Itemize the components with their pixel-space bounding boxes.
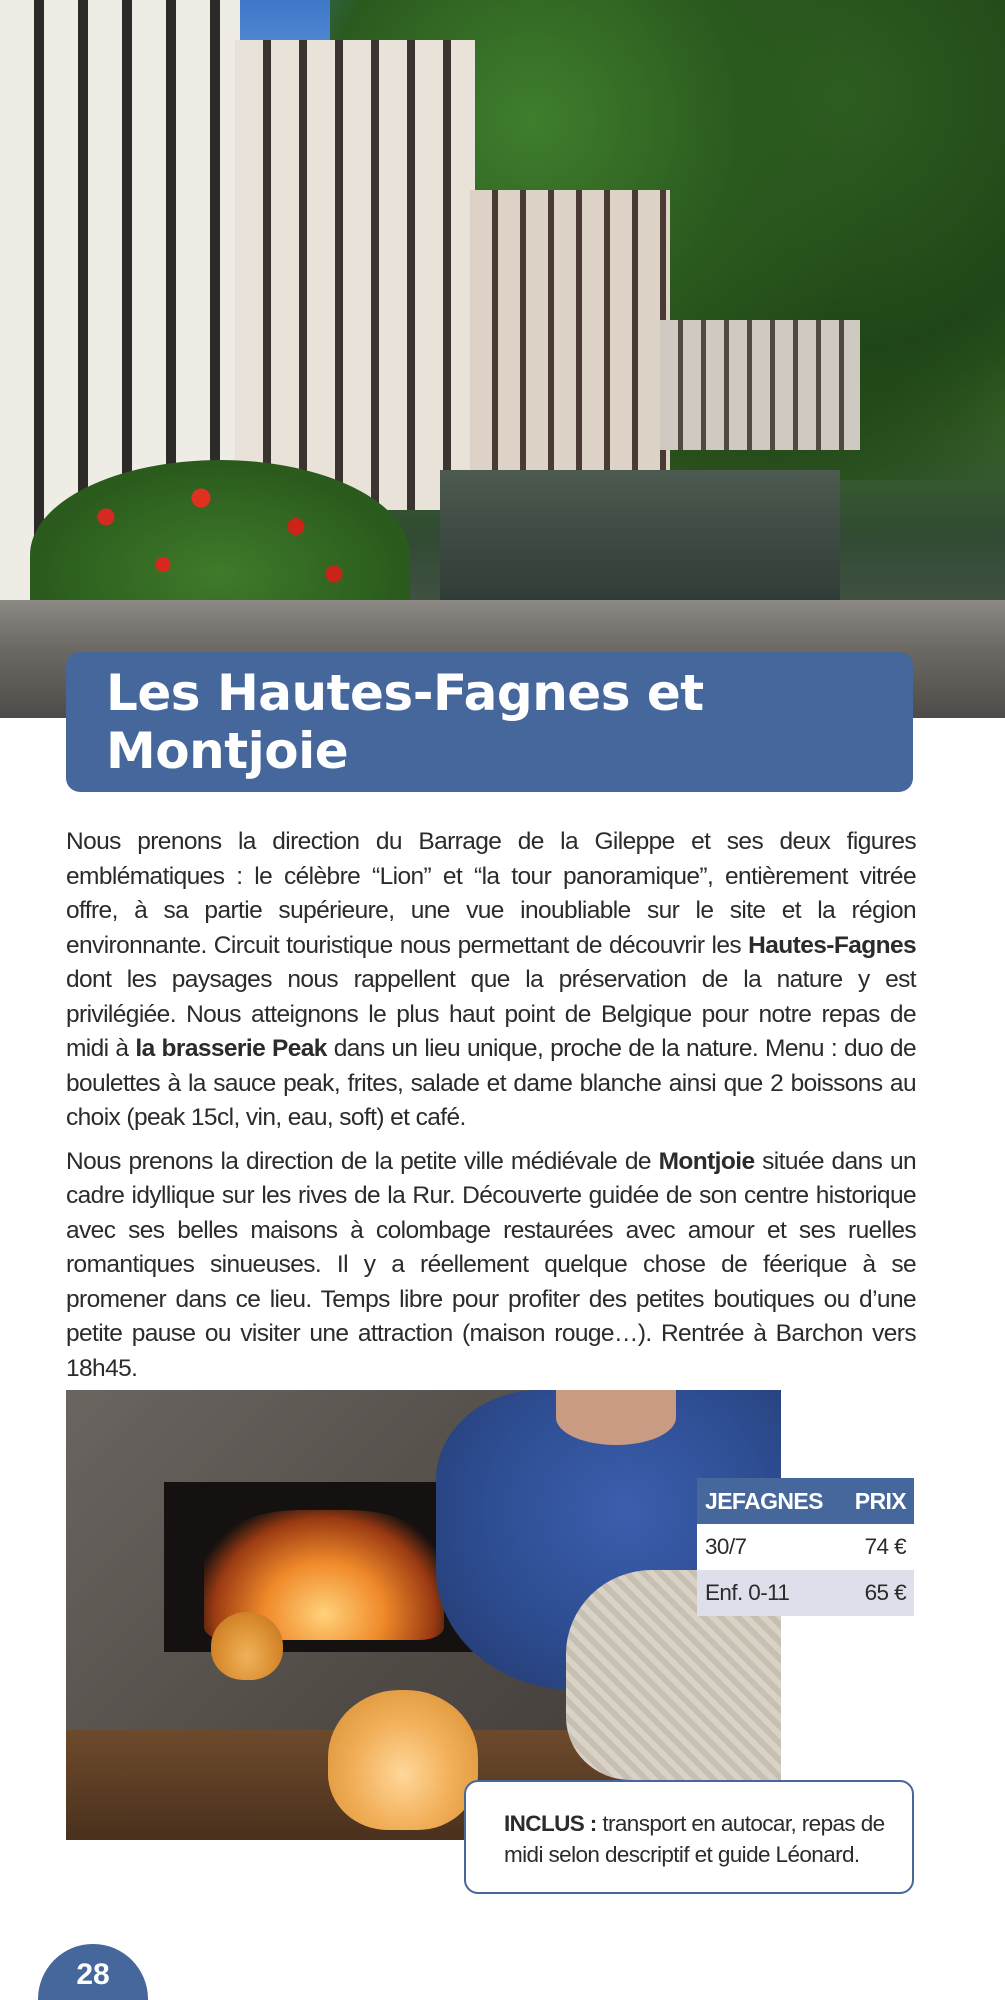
title-band — [66, 652, 913, 792]
table-row — [697, 1524, 914, 1570]
hero-house-left-2 — [235, 40, 475, 510]
price-row-value: 74 € — [841, 1524, 914, 1570]
paragraph-2-text-2: située dans un cadre idyllique sur les rives de la Rur. Découverte guidée de son centre historique avec ses belles maisons à colombage restaurées avec amour et ses ruelles romantiques sinueuses. Il y a réellement quelque chose de féerique à se promener dans ce lieu. Temps libre pour profiter des petites boutiques ou d’une petite pause ou visiter une attraction (maison rouge…). Rentrée à Barchon vers 18h45. — [66, 1147, 916, 1382]
price-table-price-header: PRIX — [841, 1478, 914, 1524]
price-table-header — [697, 1478, 914, 1524]
price-row-label: 30/7 — [697, 1524, 841, 1570]
photo-beer-glass-1 — [211, 1612, 283, 1680]
inclus-box — [464, 1780, 914, 1894]
photo-person-face — [556, 1390, 676, 1445]
hero-river — [440, 470, 840, 610]
page-title: Les Hautes-Fagnes et Montjoie — [106, 664, 704, 780]
photo-beer-glass-2 — [328, 1690, 478, 1830]
price-row-label: Enf. 0-11 — [697, 1570, 841, 1616]
fireplace-photo — [66, 1390, 781, 1840]
paragraph-1 — [66, 825, 916, 1136]
paragraph-1-text-3: dans un lieu unique, proche de la nature. Menu : duo de boulettes à la sauce peak, frites, salade et dame blanche ainsi que 2 boissons au choix (peak 15cl, vin, eau, soft) et café. — [66, 1035, 916, 1131]
table-row — [697, 1570, 914, 1616]
paragraph-1-bold-1: Hautes-Fagnes — [748, 931, 916, 959]
price-row-value: 65 € — [841, 1570, 914, 1616]
paragraph-1-text-1: Nous prenons la direction du Barrage de la Gileppe et ses deux figures emblématiques : le célèbre “Lion” et “la tour panoramique”, entièrement vitrée offre, à sa partie supérieure, une vue inoubliable sur le site et la région environnante. Circuit touristique nous permettant de découvrir les — [66, 828, 916, 959]
page-number: 28 — [38, 1944, 148, 2000]
inclus-text: transport en autocar, repas de midi selon descriptif et guide Léonard. — [504, 1811, 885, 1867]
body-text — [66, 825, 916, 1426]
hero-house-middle — [470, 190, 670, 490]
paragraph-2-text-1: Nous prenons la direction de la petite ville médiévale de — [66, 1147, 659, 1175]
inclus-label: INCLUS : — [504, 1811, 597, 1836]
paragraph-1-bold-2: la brasserie Peak — [135, 1035, 327, 1062]
paragraph-2 — [66, 1145, 916, 1387]
hero-house-right — [660, 320, 860, 450]
hero-photo — [0, 0, 1005, 718]
paragraph-2-bold-1: Montjoie — [658, 1147, 755, 1175]
paragraph-1-text-2: dont les paysages nous rappellent que la préservation de la nature y est privilégiée. Nous atteignons le plus haut point de Belgique pour notre repas de midi à — [66, 966, 916, 1062]
price-table — [697, 1478, 914, 1616]
price-table-code-header: JEFAGNES — [697, 1478, 841, 1524]
